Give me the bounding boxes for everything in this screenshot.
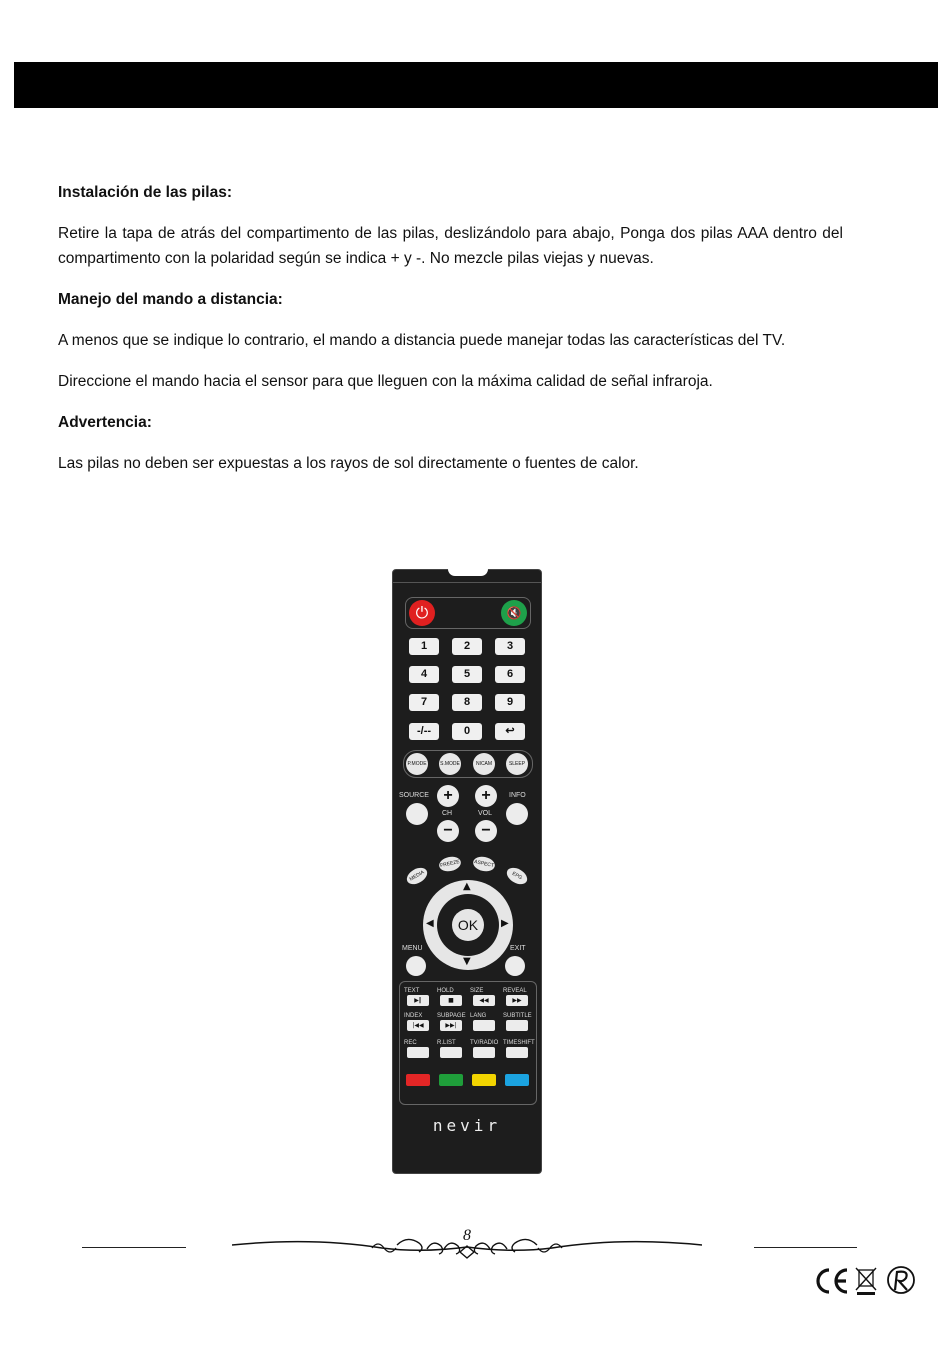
digit-button-eight: 8	[452, 694, 482, 711]
source-button	[406, 803, 428, 825]
teletext-button-icon	[473, 1047, 495, 1058]
teletext-label: TV/RADIO	[470, 1040, 499, 1046]
epg-button: EPG	[504, 864, 530, 887]
menu-label: MENU	[402, 945, 423, 952]
teletext-button-icon	[407, 1047, 429, 1058]
brand-logo: nevir	[432, 1116, 502, 1135]
source-label: SOURCE	[399, 792, 429, 799]
ok-button: OK	[452, 909, 484, 941]
footer-rule-left	[82, 1247, 186, 1248]
teletext-label: HOLD	[437, 988, 454, 994]
teletext-label: LANG	[470, 1013, 487, 1019]
digit-button-six: 6	[495, 666, 525, 683]
nicam-button: NICAM	[473, 753, 495, 775]
digit-button-three: 3	[495, 638, 525, 655]
paragraph: Retire la tapa de atrás del compartimento de las pilas, deslizándolo para abajo, Ponga dos pilas AAA dentro del compartimento con la polaridad según se indica + y -. No mezcle pilas viejas y nuevas.	[58, 225, 843, 267]
arrow-left-icon: ◀	[426, 918, 434, 929]
digit-button-dash: -/--	[409, 723, 439, 740]
digit-button-five: 5	[452, 666, 482, 683]
section-heading: Manejo del mando a distancia:	[58, 291, 283, 308]
digit-button-recall: ↩	[495, 723, 525, 740]
arrow-right-icon: ▶	[501, 918, 509, 929]
ch-minus-icon: −	[437, 820, 459, 842]
green-key	[439, 1074, 463, 1086]
ch-label: CH	[442, 810, 453, 817]
header-bar	[14, 62, 938, 108]
red-key	[406, 1074, 430, 1086]
digit-button-one: 1	[409, 638, 439, 655]
arrow-up-icon: ▲	[463, 881, 471, 892]
teletext-button-icon	[506, 1047, 528, 1058]
smode-button: S.MODE	[439, 753, 461, 775]
section-heading: Instalación de las pilas:	[58, 184, 233, 201]
teletext-button-icon: ▶▶|	[440, 1020, 462, 1031]
remote-control-image	[392, 569, 542, 1174]
mode-buttons-row	[403, 750, 533, 778]
teletext-label: REC	[404, 1040, 417, 1046]
freeze-button: FREEZE	[438, 855, 462, 873]
exit-label: EXIT	[510, 945, 526, 952]
power-icon: ⏻	[409, 600, 435, 626]
teletext-label: SUBPAGE	[437, 1013, 466, 1019]
aspect-button: ASPECT	[472, 855, 496, 873]
footer-rule-right	[754, 1247, 857, 1248]
vol-label: VOL	[478, 810, 493, 817]
direction-pad	[423, 880, 513, 970]
teletext-label: SUBTITLE	[503, 1013, 532, 1019]
exit-button	[505, 956, 525, 976]
teletext-label: REVEAL	[503, 988, 527, 994]
teletext-label: INDEX	[404, 1013, 423, 1019]
menu-button	[406, 956, 426, 976]
teletext-label: R.LIST	[437, 1040, 456, 1046]
page-content	[58, 180, 843, 476]
info-button	[506, 803, 528, 825]
mute-icon: 🔇	[501, 600, 527, 626]
blue-key	[505, 1074, 529, 1086]
digit-button-nine: 9	[495, 694, 525, 711]
section-heading: Advertencia:	[58, 414, 152, 431]
teletext-label: TEXT	[404, 988, 420, 994]
paragraph: A menos que se indique lo contrario, el mando a distancia puede manejar todas las características del TV.	[58, 332, 786, 349]
teletext-button-icon	[440, 1047, 462, 1058]
teletext-button-icon: ■	[440, 995, 462, 1006]
teletext-label: TIMESHIFT	[503, 1040, 535, 1046]
teletext-button-icon	[506, 1020, 528, 1031]
teletext-button-icon: ▶‖	[407, 995, 429, 1006]
digit-button-zero: 0	[452, 723, 482, 740]
pmode-button: P.MODE	[406, 753, 428, 775]
paragraph: Direccione el mando hacia el sensor para que lleguen con la máxima calidad de señal infraroja.	[58, 373, 713, 390]
teletext-button-icon: |◀◀	[407, 1020, 429, 1031]
vol-minus-icon: −	[475, 820, 497, 842]
sleep-button: SLEEP	[506, 753, 528, 775]
arrow-down-icon: ▼	[463, 956, 471, 967]
certification-marks-icon	[813, 1264, 919, 1298]
digit-button-seven: 7	[409, 694, 439, 711]
digit-button-four: 4	[409, 666, 439, 683]
ir-window	[448, 569, 488, 576]
ch-plus-icon: +	[437, 785, 459, 807]
teletext-label: SIZE	[470, 988, 484, 994]
yellow-key	[472, 1074, 496, 1086]
info-label: INFO	[509, 792, 526, 799]
page-number: 8	[463, 1227, 471, 1244]
teletext-button-icon: ◀◀	[473, 995, 495, 1006]
media-button: MEDIA	[404, 864, 430, 887]
teletext-panel	[399, 981, 537, 1105]
teletext-button-icon: ▶▶	[506, 995, 528, 1006]
teletext-button-icon	[473, 1020, 495, 1031]
vol-plus-icon: +	[475, 785, 497, 807]
paragraph: Las pilas no deben ser expuestas a los rayos de sol directamente o fuentes de calor.	[58, 455, 639, 472]
digit-button-two: 2	[452, 638, 482, 655]
power-row	[405, 597, 531, 629]
